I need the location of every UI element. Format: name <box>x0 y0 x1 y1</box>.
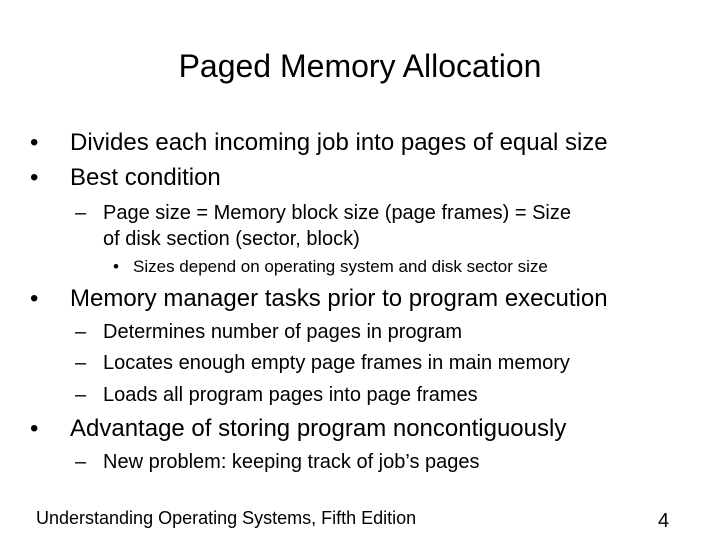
dash-marker: – <box>75 321 87 343</box>
bullet-text: Memory manager tasks prior to program execution <box>70 285 608 312</box>
sub-bullet-text: New problem: keeping track of job’s pages <box>103 451 480 473</box>
sub-bullet-text: Loads all program pages into page frames <box>103 384 478 406</box>
slide-footer: Understanding Operating Systems, Fifth Edition <box>36 508 417 528</box>
sub-sub-bullet-text: Sizes depend on operating system and disk sector size <box>133 257 548 276</box>
sub-bullet-item <box>75 319 462 345</box>
sub-bullet-text: Locates enough empty page frames in main memory <box>103 352 570 374</box>
bullet-text: Best condition <box>70 164 221 191</box>
sub-bullet-text: of disk section (sector, block) <box>103 228 360 250</box>
sub-bullet-item <box>75 200 571 226</box>
sub-sub-bullet-item <box>113 256 548 278</box>
bullet-item <box>30 128 608 158</box>
page-number: 4 <box>658 510 670 532</box>
bullet-marker: • <box>113 257 119 276</box>
sub-bullet-text: Determines number of pages in program <box>103 321 463 343</box>
bullet-marker: • <box>30 164 39 191</box>
dash-marker: – <box>75 202 87 224</box>
sub-bullet-text: Page size = Memory block size (page frames) = Size <box>103 202 571 224</box>
dash-marker: – <box>75 451 87 473</box>
sub-bullet-item <box>75 350 570 376</box>
sub-bullet-continuation <box>103 226 360 252</box>
bullet-marker: • <box>30 129 39 156</box>
bullet-text: Advantage of storing program noncontiguously <box>70 415 567 442</box>
dash-marker: – <box>75 352 87 374</box>
dash-marker: – <box>75 384 87 406</box>
bullet-marker: • <box>30 415 39 442</box>
bullet-marker: • <box>30 285 39 312</box>
slide-title: Paged Memory Allocation <box>178 48 542 84</box>
bullet-item <box>30 414 566 444</box>
sub-bullet-item <box>75 382 478 408</box>
bullet-item <box>30 163 221 193</box>
bullet-item <box>30 284 608 314</box>
bullet-text: Divides each incoming job into pages of equal size <box>70 129 608 156</box>
sub-bullet-item <box>75 449 480 475</box>
